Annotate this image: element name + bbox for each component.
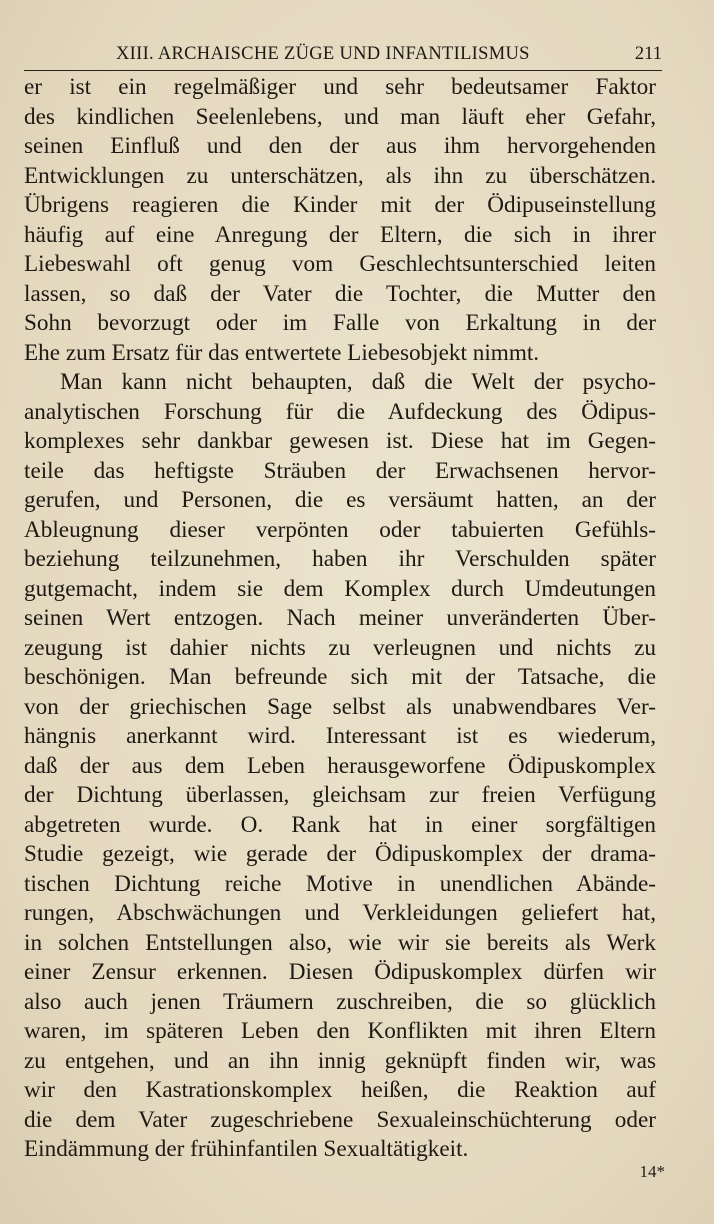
text-line: von der griechischen Sage selbst als unabwendbares Ver- (24, 693, 656, 720)
text-line: gerufen, und Personen, die es versäumt hatten, an der (24, 487, 656, 513)
text-line: die dem Vater zugeschriebene Sexualeinschüchterung oder (24, 1106, 656, 1133)
printer-signature-mark: 14* (639, 1162, 665, 1181)
text-line: der Dichtung überlassen, gleichsam zur freien Verfügung (24, 782, 656, 808)
text-line: beschönigen. Man befreunde sich mit der Tatsache, die (24, 664, 656, 690)
text-line: Liebeswahl oft genug vom Geschlechtsunterschied leiten (24, 251, 656, 277)
text-line: seinen Wert entzogen. Nach meiner unveränderten Über- (24, 605, 656, 631)
text-line: Ableugnung dieser verpönten oder tabuierten Gefühls- (24, 516, 656, 543)
text-line: komplexes sehr dankbar gewesen ist. Diese hat im Gegen- (24, 428, 656, 454)
text-line: in solchen Entstellungen also, wie wir sie bereits als Werk (24, 929, 656, 956)
text-line: lassen, so daß der Vater die Tochter, die Mutter den (24, 280, 656, 307)
body-text (24, 73, 656, 1165)
text-line: rungen, Abschwächungen und Verkleidungen geliefert hat, (24, 900, 656, 926)
text-line: zeugung ist dahier nichts zu verleugnen und nichts zu (24, 634, 656, 661)
text-line: tischen Dichtung reiche Motive in unendlichen Abände- (24, 870, 656, 897)
text-line: Studie gezeigt, wie gerade der Ödipuskomplex der drama- (24, 841, 656, 867)
text-line: häufig auf eine Anregung der Eltern, die sich in ihrer (24, 221, 656, 248)
page-number: 211 (634, 44, 662, 64)
chapter-title: XIII. ARCHAISCHE ZÜGE UND INFANTILISMUS (116, 44, 530, 64)
text-line: waren, im späteren Leben den Konflikten mit ihren Eltern (24, 1018, 656, 1044)
text-line: hängnis anerkannt wird. Interessant ist es wiederum, (24, 723, 656, 749)
text-line: einer Zensur erkennen. Diesen Ödipuskomplex dürfen wir (24, 959, 656, 985)
running-head (24, 40, 662, 71)
text-line: abgetreten wurde. O. Rank hat in einer sorgfältigen (24, 811, 656, 838)
text-line: Übrigens reagieren die Kinder mit der Ödipuseinstellung (24, 192, 656, 218)
text-line: also auch jenen Träumern zuschreiben, die so glücklich (24, 988, 656, 1015)
text-line: er ist ein regelmäßiger und sehr bedeutsamer Faktor (24, 74, 656, 100)
text-line: beziehung teilzunehmen, haben ihr Verschulden später (24, 546, 656, 572)
text-line: Entwicklungen zu unterschätzen, als ihn zu überschätzen. (24, 162, 656, 189)
text-line: seinen Einfluß und den der aus ihm hervorgehenden (24, 133, 656, 159)
text-line: Sohn bevorzugt oder im Falle von Erkaltung in der (24, 310, 656, 336)
text-line: analytischen Forschung für die Aufdeckung des Ödipus- (24, 398, 656, 425)
text-line: wir den Kastrationskomplex heißen, die Reaktion auf (24, 1077, 656, 1103)
text-line: daß der aus dem Leben herausgeworfene Ödipuskomplex (24, 752, 656, 779)
paragraph-end-line: Ehe zum Ersatz für das entwertete Liebesobjekt nimmt. (24, 339, 540, 366)
text-line: gutgemacht, indem sie dem Komplex durch Umdeutungen (24, 575, 656, 602)
text-line: teile das heftigste Sträuben der Erwachsenen hervor- (24, 457, 656, 484)
paragraph-start-line: Man kann nicht behaupten, daß die Welt der psycho- (60, 369, 656, 395)
text-line: zu entgehen, und an ihn innig geknüpft finden wir, was (24, 1047, 656, 1074)
paragraph-end-line: Eindämmung der frühinfantilen Sexualtätigkeit. (24, 1136, 469, 1162)
text-line: des kindlichen Seelenlebens, und man läuft eher Gefahr, (24, 103, 656, 130)
